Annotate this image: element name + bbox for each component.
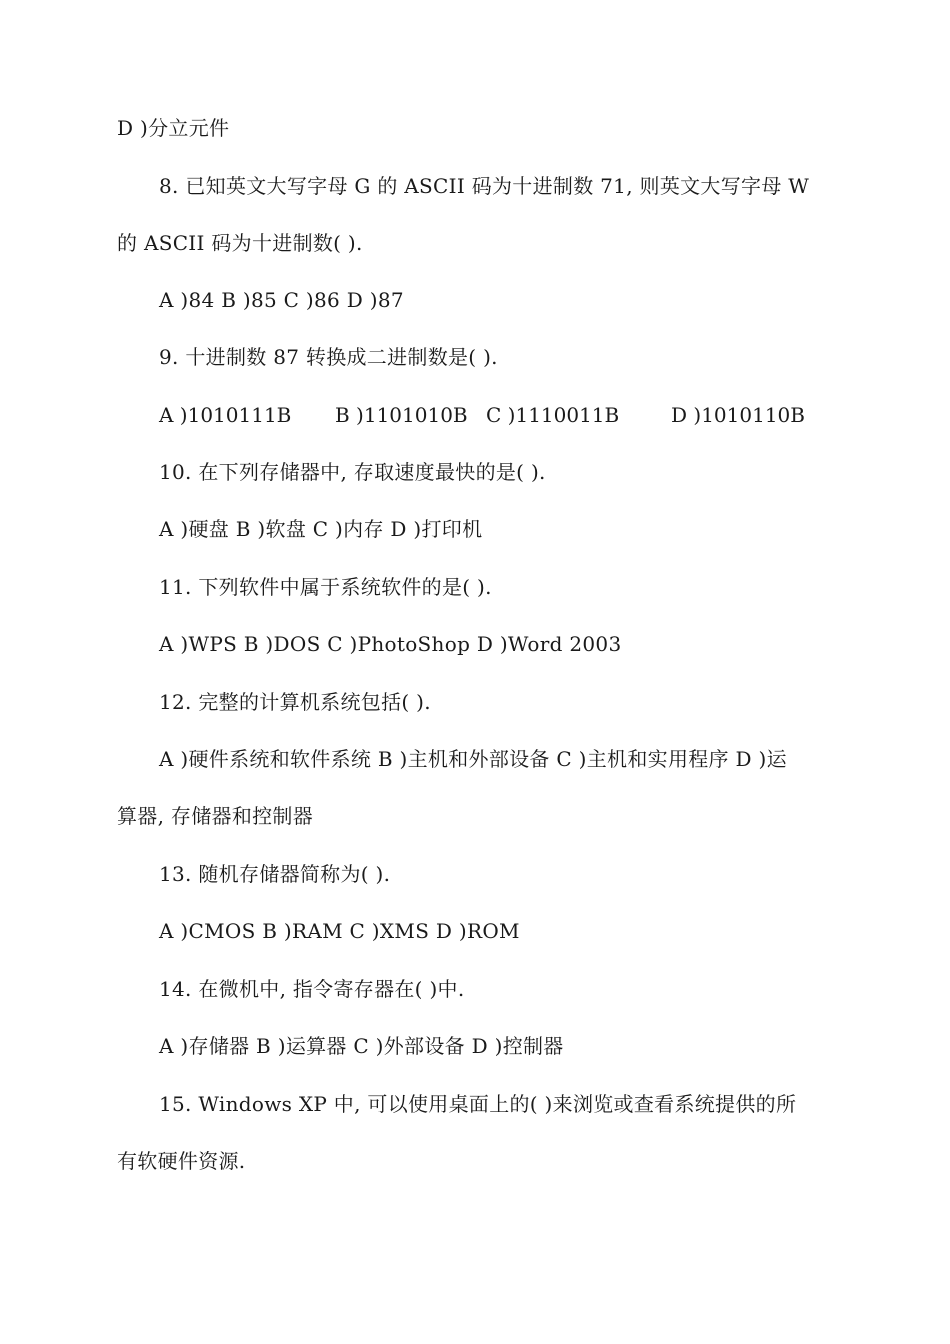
option-d: D )1010110B <box>671 403 805 427</box>
option-line-q7: D )分立元件 <box>117 116 230 140</box>
option-c: C )1110011B <box>486 403 620 427</box>
question-8-line-1: 8. 已知英文大写字母 G 的 ASCII 码为十进制数 71, 则英文大写字母 W <box>159 174 810 198</box>
option-line-q8: A )84 B )85 C )86 D )87 <box>159 288 404 312</box>
option-line-q13: A )CMOS B )RAM C )XMS D )ROM <box>159 919 520 943</box>
option-line-q11: A )WPS B )DOS C )PhotoShop D )Word 2003 <box>159 632 622 656</box>
option-line-q12-1: A )硬件系统和软件系统 B )主机和外部设备 C )主机和实用程序 D )运 <box>159 747 787 771</box>
question-9: 9. 十进制数 87 转换成二进制数是( ). <box>159 345 498 369</box>
question-15-line-2: 有软硬件资源. <box>117 1149 246 1173</box>
question-14: 14. 在微机中, 指令寄存器在( )中. <box>159 977 465 1001</box>
option-line-q14: A )存储器 B )运算器 C )外部设备 D )控制器 <box>159 1034 564 1058</box>
question-13: 13. 随机存储器简称为( ). <box>159 862 391 886</box>
question-15-line-1: 15. Windows XP 中, 可以使用桌面上的( )来浏览或查看系统提供的所 <box>159 1092 797 1116</box>
question-11: 11. 下列软件中属于系统软件的是( ). <box>159 575 492 599</box>
question-12: 12. 完整的计算机系统包括( ). <box>159 690 431 714</box>
question-8-line-2: 的 ASCII 码为十进制数( ). <box>117 231 363 255</box>
option-line-q12-2: 算器, 存储器和控制器 <box>117 804 314 828</box>
option-a: A )1010111B <box>159 403 292 427</box>
option-b: B )1101010B <box>335 403 468 427</box>
question-10: 10. 在下列存储器中, 存取速度最快的是( ). <box>159 460 546 484</box>
option-line-q10: A )硬盘 B )软盘 C )内存 D )打印机 <box>159 517 483 541</box>
